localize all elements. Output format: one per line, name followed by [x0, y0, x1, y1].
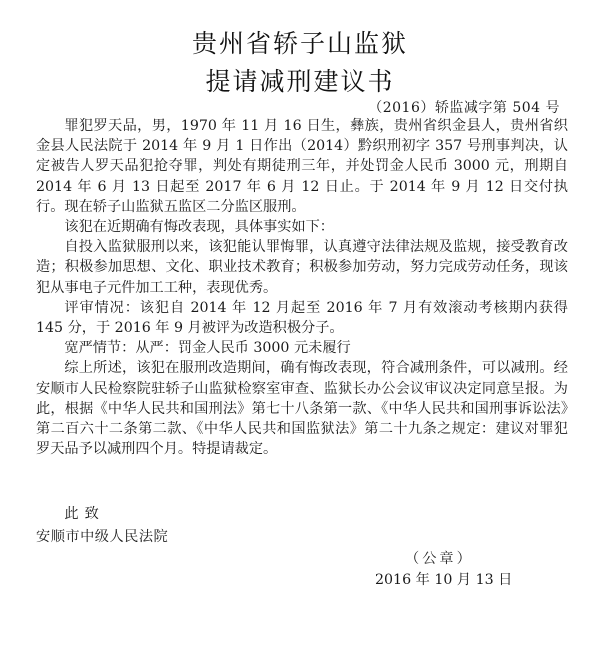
- addressee: 安顺市中级人民法院: [36, 529, 169, 545]
- document-title-line-2: 提请减刑建议书: [205, 67, 395, 96]
- paragraph-leniency: 宽严情节：从严：罚金人民币 3000 元未履行: [64, 340, 351, 357]
- document-title-line-1: 贵州省轿子山监狱: [191, 29, 408, 58]
- paragraph-repentance-intro: 该犯在近期确有悔改表现，具体事实如下：: [64, 219, 334, 236]
- document-number: （2016）轿监减字第 504 号: [368, 100, 560, 116]
- closing-text: 此致: [64, 506, 105, 522]
- closing-line: [36, 504, 568, 524]
- paragraph-conduct: 自投入监狱服刑以来，该犯能认罪悔罪，认真遵守法律法规及监规，接受教育改造；积极参加思想、文化、职业技术教育；积极参加劳动，努力完成劳动任务，现该犯从事电子元件加工工种，表现优秀。: [36, 239, 568, 296]
- document-date: 2016 年 10 月 13 日: [375, 572, 513, 588]
- paragraph-criminal-info: 罪犯罗天品，男，1970 年 11 月 16 日生，彝族，贵州省织金县人，贵州省织金县人民法院于 2014 年 9 月 1 日作出（2014）黔织刑初字 357 号刑事判决，认定被告人罗天品犯抢夺罪，判处有期徒刑三年，并处罚金人民币 3000 元，刑期自 2014 年 6 月 13 日起至 2017 年 6 月 12 日止。于 2014 年 9 月 12 日交付执行。现在轿子山监狱五监区二分监区服刑。: [36, 118, 568, 215]
- paragraph-conclusion: 综上所述，该犯在服刑改造期间，确有悔改表现，符合减刑条件，可以减刑。经安顺市人民检察院驻轿子山监狱检察室审查、监狱长办公会议审议决定同意呈报。为此，根据《中华人民共和国刑法》第七十八条第一款、《中华人民共和国刑事诉讼法》第二百六十二条第二款、《中华人民共和国监狱法》第二十九条之规定：建议对罪犯罗天品予以减刑四个月。特提请裁定。: [36, 360, 568, 458]
- paragraph-assessment: 评审情况：该犯自 2014 年 12 月起至 2016 年 7 月有效滚动考核期内获得 145 分，于 2016 年 9 月被评为改造积极分子。: [36, 299, 568, 337]
- official-seal-label: （公章）: [405, 551, 474, 567]
- document-body: [36, 116, 568, 459]
